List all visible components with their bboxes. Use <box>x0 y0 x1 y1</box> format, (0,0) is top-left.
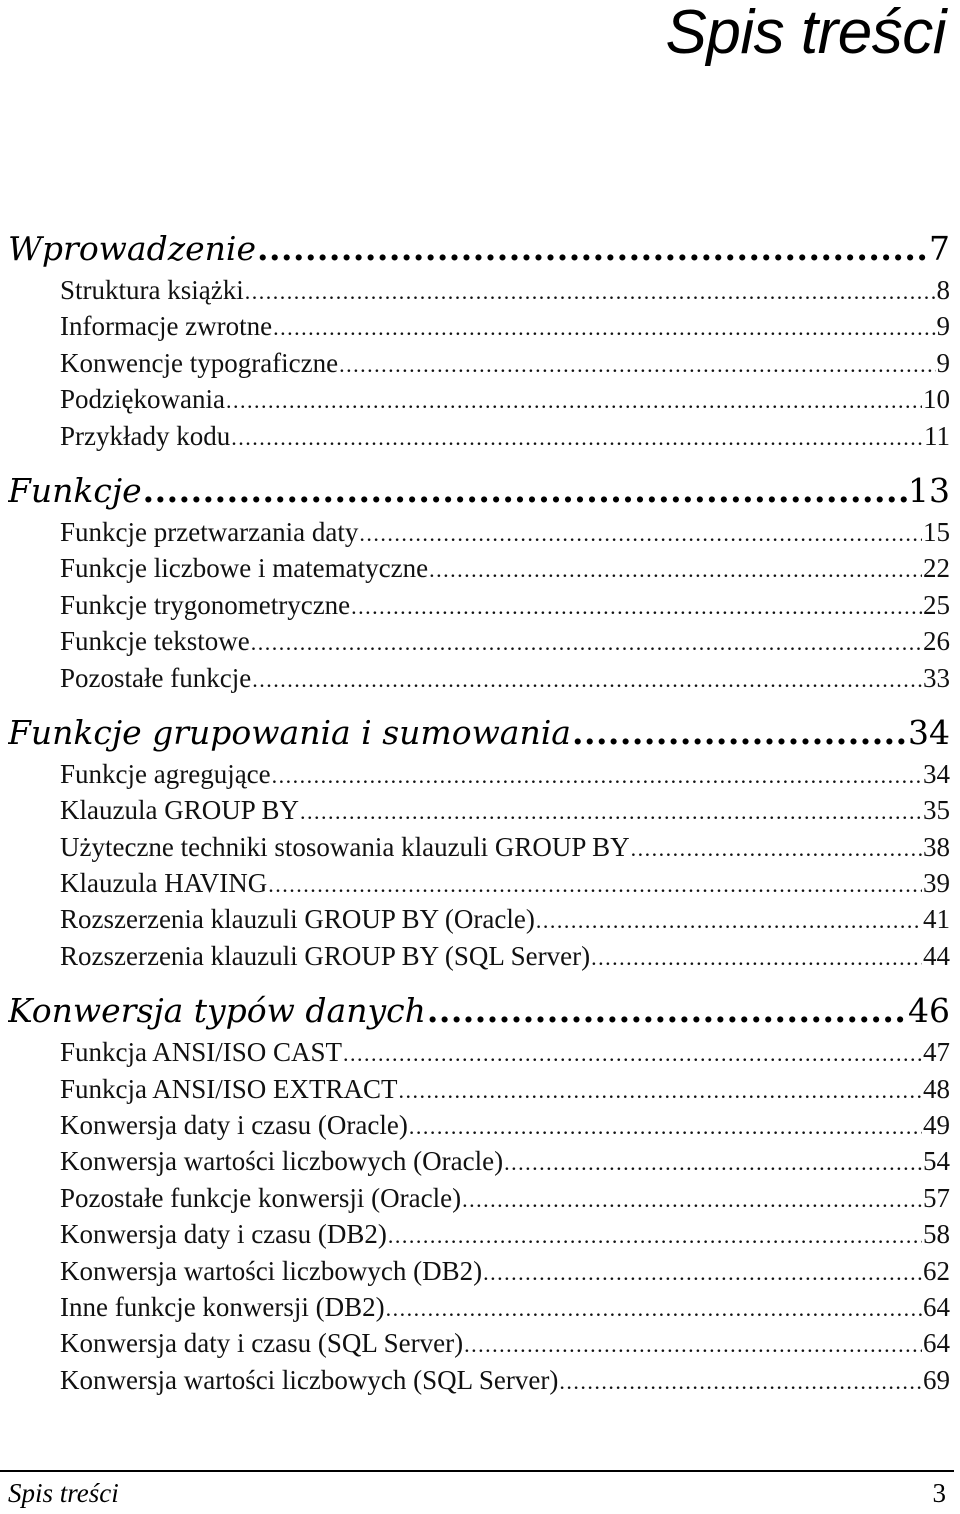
dot-leader <box>143 471 907 510</box>
section-title: Konwersja wartości liczbowych (Oracle) <box>60 1146 504 1177</box>
toc-section[interactable] <box>8 865 950 901</box>
section-page: 11 <box>924 420 950 451</box>
dot-leader <box>429 550 922 586</box>
section-title: Podziękowania <box>60 384 225 415</box>
section-title: Przykłady kodu <box>60 420 231 451</box>
dot-leader <box>226 381 922 417</box>
footer-running-title: Spis treści <box>8 1478 119 1508</box>
dot-leader <box>591 938 922 974</box>
section-title: Rozszerzenia klauzuli GROUP BY (SQL Server) <box>60 940 591 971</box>
section-page: 34 <box>923 758 950 789</box>
dot-leader <box>351 587 922 623</box>
section-title: Struktura książki <box>60 275 244 305</box>
section-title: Rozszerzenia klauzuli GROUP BY (Oracle) <box>60 904 535 935</box>
section-page: 26 <box>923 626 950 657</box>
toc-chapter[interactable] <box>8 984 950 1034</box>
section-page: 47 <box>923 1037 950 1068</box>
section-title: Funkcja ANSI/ISO EXTRACT <box>60 1073 398 1104</box>
section-page: 15 <box>923 516 950 547</box>
chapter-page: 46 <box>908 991 950 1031</box>
dot-leader <box>409 1107 922 1143</box>
dot-leader <box>343 1034 922 1070</box>
section-page: 62 <box>923 1255 950 1286</box>
section-title: Klauzula HAVING <box>60 868 268 899</box>
footer-page-number: 3 <box>932 1478 946 1508</box>
dot-leader <box>427 991 907 1030</box>
section-title: Konwersja wartości liczbowych (SQL Server) <box>60 1364 559 1395</box>
dot-leader <box>464 1325 922 1361</box>
dot-leader <box>359 514 922 550</box>
toc-section[interactable] <box>8 660 950 696</box>
section-title: Funkcje przetwarzania daty <box>60 516 359 547</box>
footer-divider <box>0 1470 954 1472</box>
toc-section[interactable] <box>8 381 950 417</box>
section-title: Pozostałe funkcje <box>60 662 252 693</box>
dot-leader <box>631 829 922 865</box>
toc-section[interactable] <box>8 1107 950 1143</box>
toc-section[interactable] <box>8 587 950 623</box>
dot-leader <box>251 623 922 659</box>
toc-section[interactable] <box>8 1325 950 1361</box>
toc-section[interactable] <box>8 1034 950 1070</box>
section-title: Funkcje agregujące <box>60 758 271 789</box>
toc-section[interactable] <box>8 514 950 550</box>
toc-section[interactable] <box>8 550 950 586</box>
chapter-page: 13 <box>908 470 950 510</box>
toc-section[interactable] <box>8 418 950 454</box>
section-title: Funkcje tekstowe <box>60 626 250 657</box>
section-page: 57 <box>923 1182 950 1213</box>
dot-leader <box>272 756 922 792</box>
chapter-title: Funkcje grupowania i sumowania <box>8 712 571 752</box>
dot-leader <box>273 308 935 344</box>
section-title: Konwersja daty i czasu (Oracle) <box>60 1110 408 1141</box>
section-page: 38 <box>923 831 950 862</box>
chapter-title: Funkcje <box>8 470 142 510</box>
toc-section[interactable] <box>8 308 950 344</box>
section-page: 35 <box>923 795 950 826</box>
dot-leader <box>559 1362 922 1398</box>
dot-leader <box>386 1289 922 1325</box>
section-page: 58 <box>923 1219 950 1250</box>
dot-leader <box>231 418 923 454</box>
toc-chapter[interactable] <box>8 464 950 514</box>
toc-section[interactable] <box>8 1216 950 1252</box>
section-title: Klauzula GROUP BY <box>60 795 299 826</box>
dot-leader <box>536 901 922 937</box>
section-title: Funkcje liczbowe i matematyczne <box>60 553 429 584</box>
section-page: 22 <box>923 553 950 584</box>
toc-section[interactable] <box>8 623 950 659</box>
section-page: 33 <box>923 662 950 693</box>
section-page: 64 <box>923 1328 950 1359</box>
section-title: Konwencje typograficzne <box>60 347 339 378</box>
section-title: Konwersja daty i czasu (SQL Server) <box>60 1328 464 1359</box>
toc-section[interactable] <box>8 1143 950 1179</box>
section-title: Konwersja wartości liczbowych (DB2) <box>60 1255 483 1286</box>
dot-leader <box>504 1143 922 1179</box>
dot-leader <box>462 1180 922 1216</box>
chapter-page: 34 <box>908 712 950 752</box>
section-page: 54 <box>923 1146 950 1177</box>
dot-leader <box>300 792 922 828</box>
toc-section[interactable] <box>8 756 950 792</box>
section-title: Informacje zwrotne <box>60 311 273 342</box>
dot-leader <box>399 1071 923 1107</box>
chapter-title: Wprowadzenie <box>8 229 256 268</box>
dot-leader <box>388 1216 922 1252</box>
toc-section[interactable] <box>8 938 950 974</box>
section-page: 8 <box>936 275 950 305</box>
section-title: Funkcja ANSI/ISO CAST <box>60 1037 343 1068</box>
dot-leader <box>245 272 936 308</box>
dot-leader <box>268 865 922 901</box>
toc-section[interactable] <box>8 345 950 381</box>
section-page: 9 <box>936 311 950 342</box>
dot-leader <box>252 660 922 696</box>
section-page: 44 <box>923 940 950 971</box>
toc-section[interactable] <box>8 1071 950 1107</box>
toc-section[interactable] <box>8 901 950 937</box>
dot-leader <box>339 345 935 381</box>
section-title: Użyteczne techniki stosowania klauzuli GROUP BY <box>60 831 630 862</box>
section-page: 9 <box>936 347 950 378</box>
chapter-page: 7 <box>929 229 950 268</box>
section-title: Funkcje trygonometryczne <box>60 589 351 620</box>
section-page: 64 <box>923 1291 950 1322</box>
toc-section[interactable] <box>8 1289 950 1325</box>
toc-section[interactable] <box>8 829 950 865</box>
table-of-contents <box>8 222 950 1398</box>
section-page: 41 <box>923 904 950 935</box>
section-title: Inne funkcje konwersji (DB2) <box>60 1291 385 1322</box>
toc-chapter[interactable] <box>8 706 950 756</box>
section-page: 48 <box>923 1073 950 1104</box>
section-page: 39 <box>923 868 950 899</box>
page-title: Spis treści <box>665 0 946 67</box>
toc-section[interactable] <box>8 1180 950 1216</box>
section-page: 25 <box>923 589 950 620</box>
section-page: 10 <box>923 384 950 415</box>
toc-section[interactable] <box>8 792 950 828</box>
section-page: 49 <box>923 1110 950 1141</box>
toc-section[interactable] <box>8 1362 950 1398</box>
dot-leader <box>257 229 928 268</box>
section-page: 69 <box>923 1364 950 1395</box>
toc-chapter[interactable] <box>8 222 950 272</box>
chapter-title: Konwersja typów danych <box>8 991 426 1031</box>
dot-leader <box>572 713 907 752</box>
dot-leader <box>483 1253 922 1289</box>
section-title: Konwersja daty i czasu (DB2) <box>60 1219 387 1250</box>
toc-section[interactable] <box>8 272 950 308</box>
toc-section[interactable] <box>8 1253 950 1289</box>
section-title: Pozostałe funkcje konwersji (Oracle) <box>60 1182 462 1213</box>
